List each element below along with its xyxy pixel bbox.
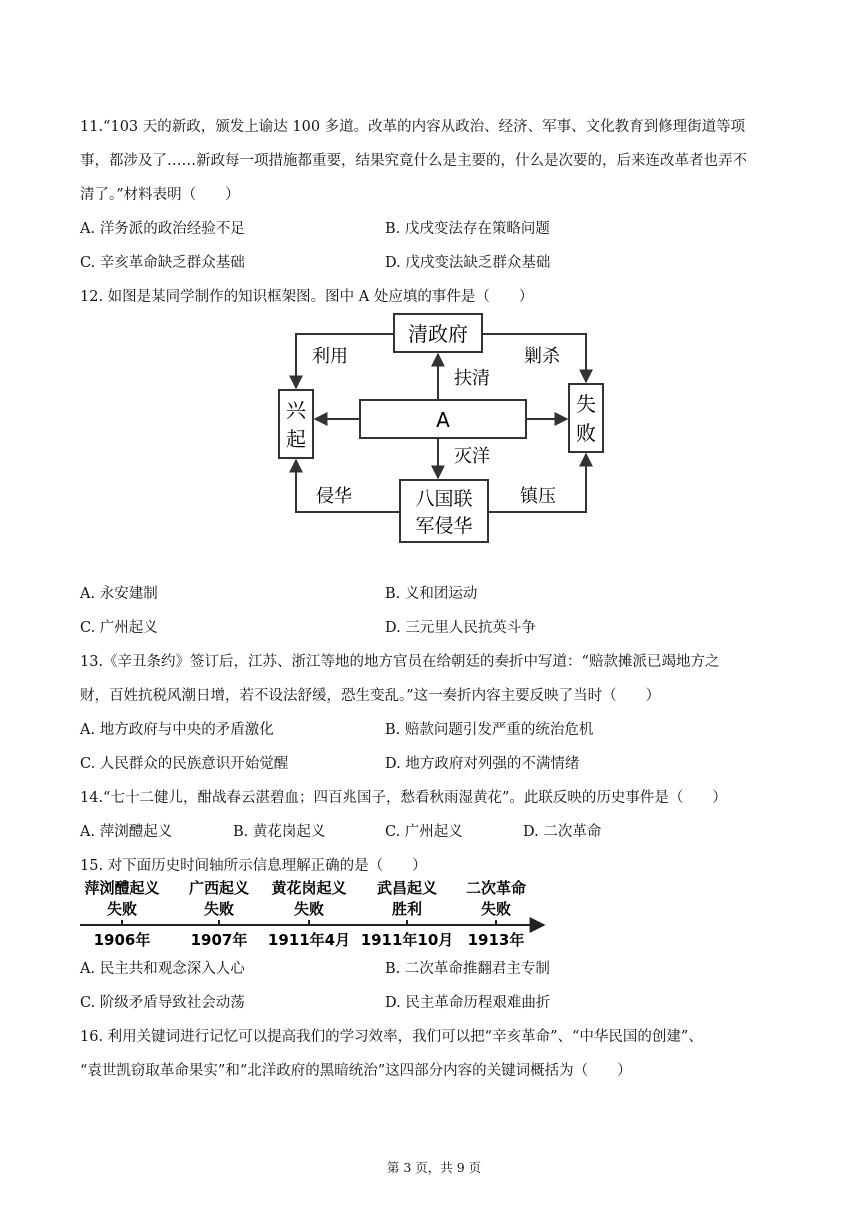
q13-line-1: 13.《辛丑条约》签订后，江苏、浙江等地的地方官员在给朝廷的奏折中写道：“赔款摊派已竭地方之 bbox=[80, 654, 720, 670]
q12-option-d: D. 三元里人民抗英斗争 bbox=[385, 620, 536, 636]
timeline-event-2-status: 失败 bbox=[203, 900, 235, 918]
box-failure-label-2: 败 bbox=[576, 421, 596, 445]
q13-line-2: 财，百姓抗税风潮日增，若不设法舒缓，恐生变乱。”这一奏折内容主要反映了当时（ ） bbox=[80, 688, 661, 704]
q11-option-c: C. 辛亥革命缺乏群众基础 bbox=[80, 255, 245, 271]
box-qing-government-label: 清政府 bbox=[408, 322, 468, 346]
q13-option-b: B. 赔款问题引发严重的统治危机 bbox=[385, 722, 594, 738]
timeline-event-4-title: 武昌起义 bbox=[376, 879, 438, 897]
box-rise-label-2: 起 bbox=[286, 427, 306, 451]
q14-option-b: B. 黄花岗起义 bbox=[233, 824, 326, 840]
q15-line-1: 15. 对下面历史时间轴所示信息理解正确的是（ ） bbox=[80, 858, 427, 874]
q14-option-d: D. 二次革命 bbox=[523, 824, 602, 840]
box-failure-label-1: 失 bbox=[576, 392, 596, 416]
timeline-event-4-status: 胜利 bbox=[391, 900, 423, 918]
q11-option-a: A. 洋务派的政治经验不足 bbox=[80, 221, 245, 237]
label-support-qing: 扶清 bbox=[454, 368, 490, 389]
q14-option-c: C. 广州起义 bbox=[385, 824, 463, 840]
timeline-event-1-date: 1906年 bbox=[93, 931, 151, 949]
q11-line-2: 事，都涉及了……新政每一项措施都重要，结果究竟什么是主要的，什么是次要的，后来连改革者也弄不 bbox=[80, 153, 747, 169]
box-eight-nation-label-2: 军侵华 bbox=[415, 515, 473, 537]
q13-option-a: A. 地方政府与中央的矛盾激化 bbox=[80, 722, 274, 738]
q15-option-c: C. 阶级矛盾导致社会动荡 bbox=[80, 995, 245, 1011]
timeline-event-3-title: 黄花岗起义 bbox=[271, 879, 347, 897]
q15-option-b: B. 二次革命推翻君主专制 bbox=[385, 961, 550, 977]
q13-option-d: D. 地方政府对列强的不满情绪 bbox=[385, 756, 580, 772]
q12-option-b: B. 义和团运动 bbox=[385, 586, 478, 602]
timeline-event-5-status: 失败 bbox=[480, 900, 512, 918]
q11-option-b: B. 戊戌变法存在策略问题 bbox=[385, 221, 550, 237]
box-eight-nation-label-1: 八国联 bbox=[415, 488, 473, 510]
timeline-event-3-date: 1911年4月 bbox=[267, 931, 351, 949]
label-suppress-top: 剿杀 bbox=[524, 346, 560, 367]
q14-line-1: 14.“七十二健儿，酣战春云湛碧血；四百兆国子，愁看秋雨湿黄花”。此联反映的历史事件是（ ） bbox=[80, 790, 727, 806]
q14-option-a: A. 萍浏醴起义 bbox=[80, 824, 173, 840]
timeline-event-5-date: 1913年 bbox=[467, 931, 525, 949]
q11-line-3: 清了。”材料表明（ ） bbox=[80, 187, 240, 203]
q16-line-1: 16. 利用关键词进行记忆可以提高我们的学习效率，我们可以把“辛亥革命”、“中华民国的创建”、 bbox=[80, 1029, 703, 1045]
q12-line-1: 12. 如图是某同学制作的知识框架图。图中 A 处应填的事件是（ ） bbox=[80, 289, 534, 305]
knowledge-framework-diagram bbox=[278, 312, 608, 548]
q11-option-d: D. 戊戌变法缺乏群众基础 bbox=[385, 255, 551, 271]
q12-option-c: C. 广州起义 bbox=[80, 620, 158, 636]
q11-line-1: 11.“103 天的新政，颁发上谕达 100 多道。改革的内容从政治、经济、军事、文化教育到修理街道等项 bbox=[80, 119, 746, 135]
timeline-event-1-status: 失败 bbox=[106, 900, 138, 918]
timeline-event-2-title: 广西起义 bbox=[188, 879, 250, 897]
history-timeline bbox=[78, 877, 548, 949]
timeline-event-4-date: 1911年10月 bbox=[360, 931, 454, 949]
box-a-label: A bbox=[436, 408, 450, 432]
timeline-event-2-date: 1907年 bbox=[190, 931, 248, 949]
q15-option-a: A. 民主共和观念深入人心 bbox=[80, 961, 245, 977]
timeline-event-3-status: 失败 bbox=[293, 900, 325, 918]
q16-line-2: “袁世凯窃取革命果实”和“北洋政府的黑暗统治”这四部分内容的关键词概括为（ ） bbox=[80, 1063, 632, 1079]
timeline-event-5-title: 二次革命 bbox=[465, 879, 527, 897]
label-suppress-bottom: 镇压 bbox=[520, 486, 556, 507]
q12-option-a: A. 永安建制 bbox=[80, 586, 158, 602]
page-footer: 第 3 页，共 9 页 bbox=[386, 1160, 482, 1175]
label-use: 利用 bbox=[312, 346, 348, 367]
box-rise-label-1: 兴 bbox=[286, 398, 306, 422]
q15-option-d: D. 民主革命历程艰难曲折 bbox=[385, 995, 551, 1011]
label-destroy-foreign: 灭洋 bbox=[454, 446, 490, 467]
timeline-event-1-title: 萍浏醴起义 bbox=[84, 879, 160, 897]
label-invasion: 侵华 bbox=[316, 486, 352, 507]
q13-option-c: C. 人民群众的民族意识开始觉醒 bbox=[80, 756, 289, 772]
